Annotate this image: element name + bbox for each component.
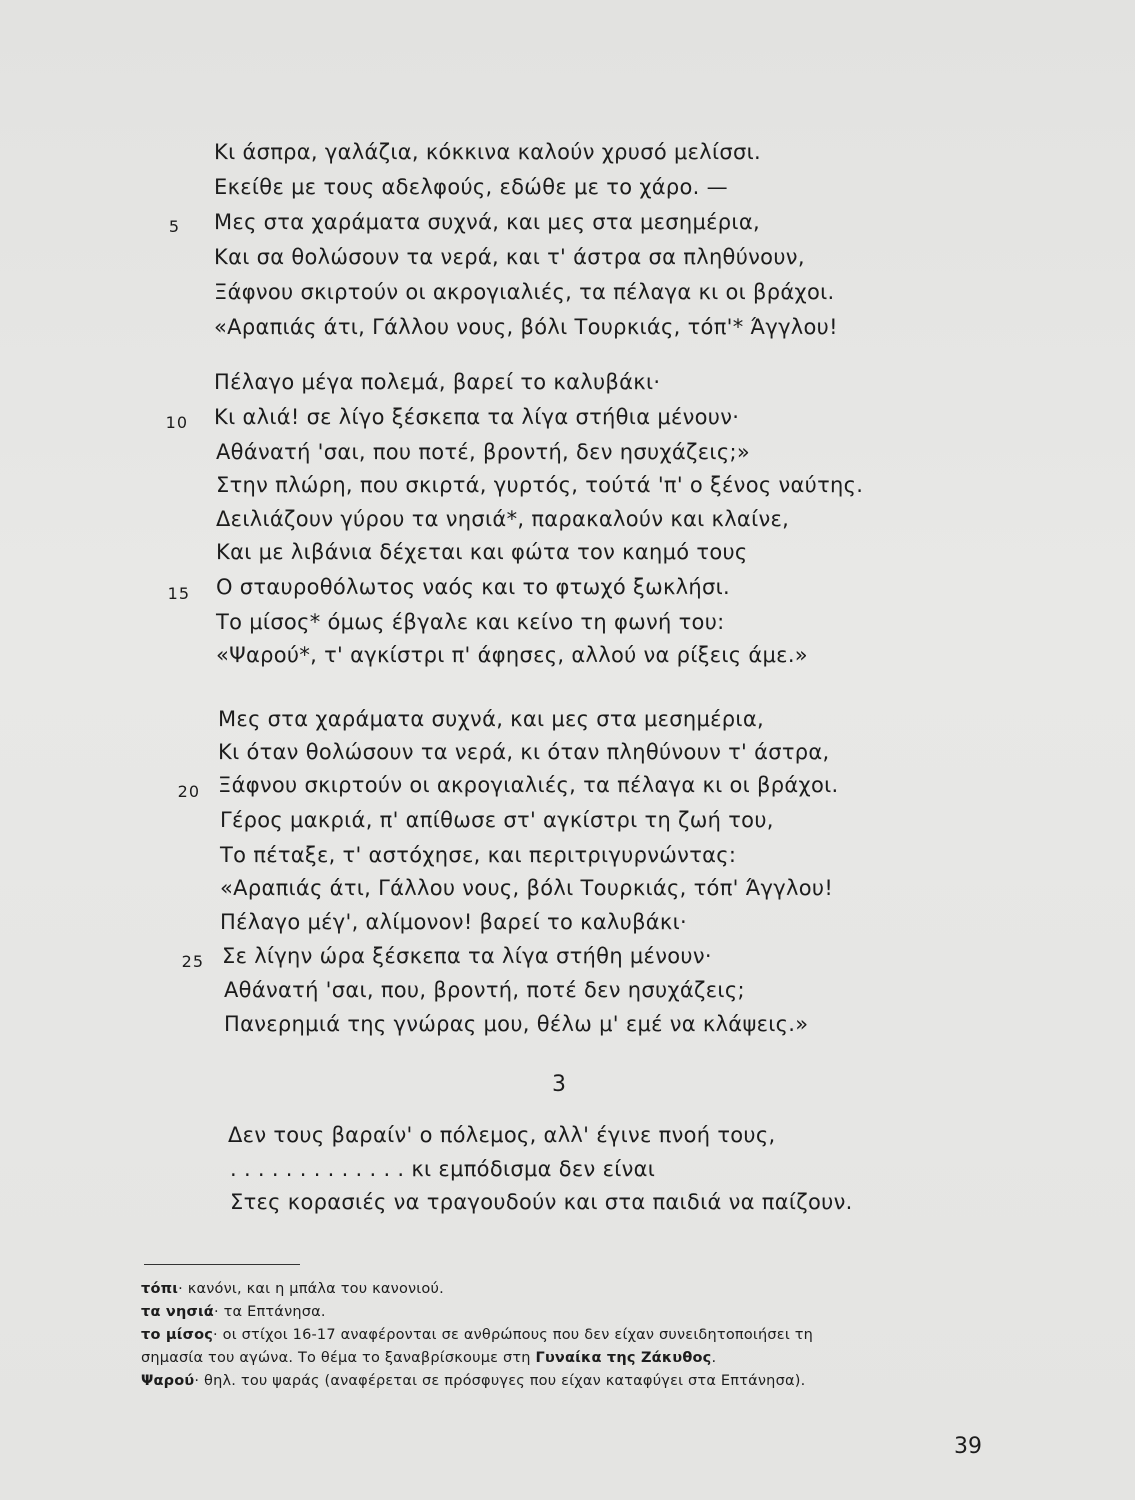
verse-line: Μες στα χαράματα συχνά, και μες στα μεσημέρια, <box>214 210 760 234</box>
footnote-text: · οι στίχοι 16-17 αναφέρονται σε ανθρώπους που δεν είχαν συνειδητοποιήσει τη <box>213 1327 814 1343</box>
verse-line: . . . . . . . . . . . . . κι εμπόδισμα δεν είναι <box>230 1157 656 1181</box>
verse-line: «Αραπιάς άτι, Γάλλου νους, βόλι Τουρκιάς, τόπ' Άγγλου! <box>220 876 834 900</box>
line-number: 25 <box>181 952 204 971</box>
line-number: 20 <box>177 782 200 801</box>
footnote-term: τόπι <box>141 1281 179 1297</box>
footnote-term: τα νησιά <box>141 1304 214 1320</box>
line-number: 10 <box>165 413 188 432</box>
footnote-divider <box>144 1264 300 1265</box>
verse-line: Γέρος μακριά, π' απίθωσε στ' αγκίστρι τη ζωή του, <box>220 808 774 832</box>
line-number: 5 <box>168 217 180 236</box>
verse-line: Εκείθε με τους αδελφούς, εδώθε με το χάρο. — <box>214 175 728 199</box>
footnote-text: σημασία του αγώνα. Το θέμα το ξαναβρίσκουμε στη <box>141 1350 536 1366</box>
verse-line: Αθάνατή 'σαι, που, βροντή, ποτέ δεν ησυχάζεις; <box>224 978 745 1002</box>
footnote-text: · τα Επτάνησα. <box>213 1304 326 1320</box>
verse-line: Στην πλώρη, που σκιρτά, γυρτός, τούτά 'π' ο ξένος ναύτης. <box>216 473 864 497</box>
verse-line: Ο σταυροθόλωτος ναός και το φτωχό ξωκλήσι. <box>216 575 730 599</box>
footnote-text: . <box>711 1350 717 1366</box>
verse-line: Ξάφνου σκιρτούν οι ακρογιαλιές, τα πέλαγα κι οι βράχοι. <box>218 773 839 797</box>
verse-line: Δειλιάζουν γύρου τα νησιά*, παρακαλούν και κλαίνε, <box>216 507 790 531</box>
footnote <box>141 1373 805 1389</box>
verse-line: Δεν τους βαραίν' ο πόλεμος, αλλ' έγινε πνοή τους, <box>228 1123 776 1147</box>
section-number: 3 <box>552 1072 566 1097</box>
footnote-term: Ψαρού <box>141 1373 195 1389</box>
footnote-continued <box>141 1350 716 1366</box>
verse-line: Πέλαγο μέγα πολεμά, βαρεί το καλυβάκι· <box>214 370 661 394</box>
footnote <box>141 1281 444 1297</box>
footnote-text: · κανόνι, και η μπάλα του κανονιού. <box>178 1281 444 1297</box>
footnote-text: · θηλ. του ψαράς (αναφέρεται σε πρόσφυγες που είχαν καταφύγει στα Επτάνησα). <box>194 1373 806 1389</box>
footnote-bold-title: Γυναίκα της Ζάκυθος <box>535 1350 712 1366</box>
verse-line: Το μίσος* όμως έβγαλε και κείνο τη φωνή του: <box>216 610 725 634</box>
verse-line: Και με λιβάνια δέχεται και φώτα τον καημό τους <box>216 540 748 564</box>
verse-line: Κι όταν θολώσουν τα νερά, κι όταν πληθύνουν τ' άστρα, <box>218 740 830 764</box>
verse-line: «Ψαρού*, τ' αγκίστρι π' άφησες, αλλού να ρίξεις άμε.» <box>216 643 808 667</box>
footnote <box>141 1304 326 1320</box>
verse-line: Πέλαγο μέγ', αλίμονον! βαρεί το καλυβάκι· <box>220 910 687 934</box>
page-number: 39 <box>954 1434 982 1459</box>
verse-line: Στες κορασιές να τραγουδούν και στα παιδιά να παίζουν. <box>230 1190 853 1214</box>
verse-line: Αθάνατή 'σαι, που ποτέ, βροντή, δεν ησυχάζεις;» <box>216 440 750 464</box>
footnote-term: το μίσος <box>141 1327 214 1343</box>
verse-line: Κι άσπρα, γαλάζια, κόκκινα καλούν χρυσό μελίσσι. <box>214 140 762 164</box>
verse-line: Σε λίγην ώρα ξέσκεπα τα λίγα στήθη μένουν· <box>222 944 712 968</box>
verse-line: Το πέταξε, τ' αστόχησε, και περιτριγυρνώντας: <box>220 843 737 867</box>
line-number: 15 <box>167 584 190 603</box>
verse-line: Κι αλιά! σε λίγο ξέσκεπα τα λίγα στήθια μένουν· <box>214 405 740 429</box>
verse-line: Μες στα χαράματα συχνά, και μες στα μεσημέρια, <box>218 707 764 731</box>
verse-line: Ξάφνου σκιρτούν οι ακρογιαλιές, τα πέλαγα κι οι βράχοι. <box>214 280 835 304</box>
footnote <box>141 1327 813 1343</box>
verse-line: Και σα θολώσουν τα νερά, και τ' άστρα σα πληθύνουν, <box>214 245 805 269</box>
verse-line: Πανερημιά της γνώρας μου, θέλω μ' εμέ να κλάψεις.» <box>224 1012 809 1036</box>
verse-line: «Αραπιάς άτι, Γάλλου νους, βόλι Τουρκιάς, τόπ'* Άγγλου! <box>214 315 838 339</box>
